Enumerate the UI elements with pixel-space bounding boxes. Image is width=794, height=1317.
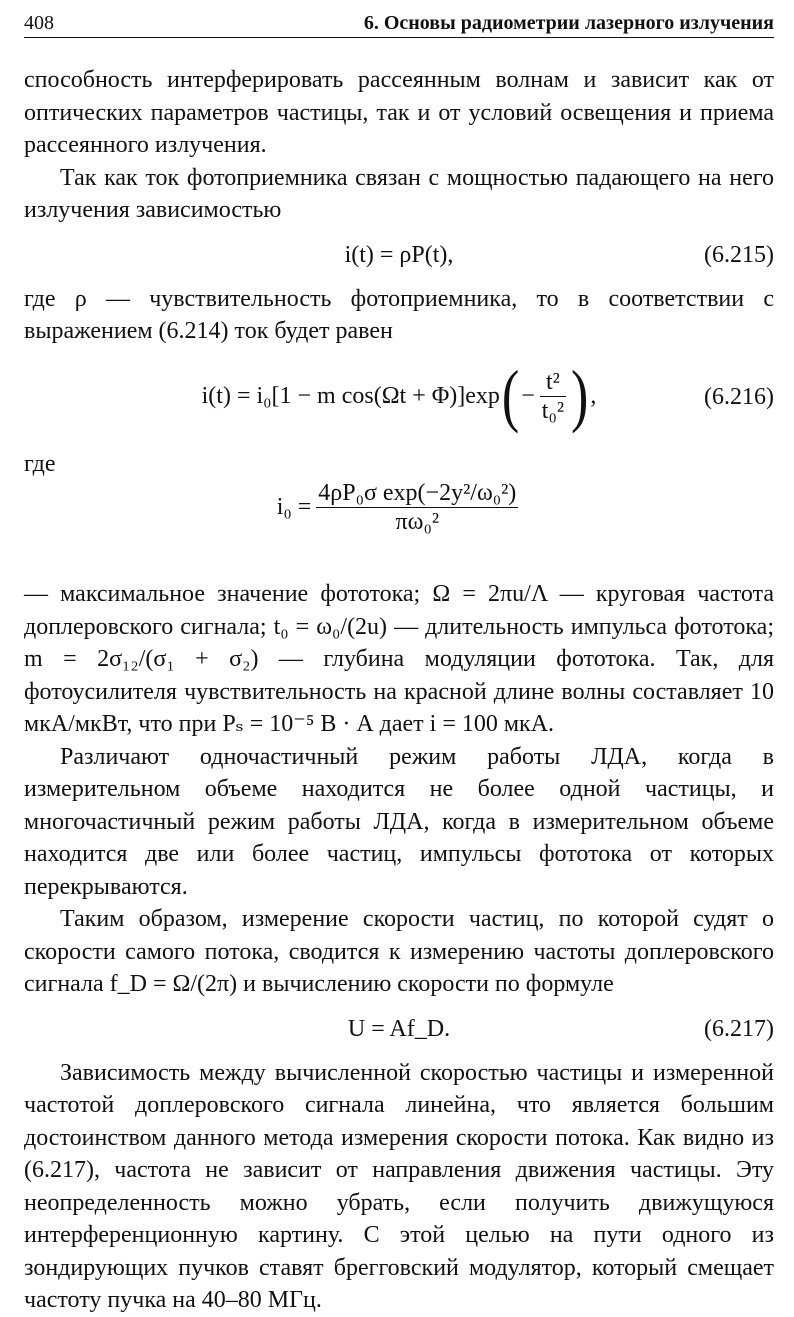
equation-i0-fraction [316,480,518,535]
equation-6-215 [24,239,774,273]
equation-6-217-body: U = Af_D. [347,1015,451,1042]
equation-i0-numerator: 4ρP₀σ exp(−2y²/ω₀²) [318,480,517,506]
fraction-bar [540,396,566,397]
right-paren: ) [571,357,589,435]
page-number: 408 [24,12,54,34]
equation-i0-denominator: πω₀² [395,509,440,535]
equation-i0 [24,480,774,568]
running-header [24,8,774,38]
left-paren: ( [501,357,520,435]
fraction-bar [316,507,518,508]
paragraph-4: где [24,450,56,477]
equation-6-217-number: (6.217) [704,1015,774,1042]
chapter-title: 6. Основы радиометрии лазерного излучения [363,12,774,34]
equation-6-215-number: (6.215) [704,241,774,268]
equation-6-216-tail: , [590,383,597,410]
paragraph-3: где ρ — чувствительность фотоприемника, то в соответствии с выражением (6.214) ток будет равен [24,285,774,344]
equation-6-216-number: (6.216) [704,383,774,410]
equation-6-216 [24,356,774,438]
paragraph-1: способность интерферировать рассеянным волнам и зависит как от оптических параметров частицы, так и от условий освещения и приема рассеянного излучения. [24,67,774,158]
equation-6-216-numerator: t² [545,369,560,395]
paragraph-8: Зависимость между вычисленной скоростью частицы и измеренной частотой доплеровского сигнала линейна, что является большим достоинством данного метода измерения скорости потока. Как видно из (6.217), частота не зависит от направления движения частицы. Эту неопределенность можно убрать, если получить движущуюся интерференционную картину. С этой целью на пути одного из зондирующих пучков ставят брегговский модулятор, который смещает частоту пучка на 40–80 МГц. [24,1059,774,1313]
equation-6-216-minus: − [521,383,535,410]
equation-6-217 [24,1013,774,1047]
equation-6-216-denominator: t₀² [541,398,565,424]
equation-i0-body [277,480,522,535]
equation-6-216-lhs: i(t) = i₀[1 − m cos(Ωt + Φ)]exp [201,383,500,410]
equation-6-216-fraction [540,369,566,424]
equation-6-215-body: i(t) = ρP(t), [344,241,454,268]
body-text [24,64,774,1317]
paragraph-5: — максимальное значение фототока; Ω = 2πu/Λ — круговая частота доплеровского сигнала; t₀ = ω₀/(2u) — длительность импульса фототока; m = 2σ₁₂/(σ₁ + σ₂) — глубина модуляции фототока. Так, для фотоусилителя чувствительность на красной длине волны составляет 10 мкА/мкВт, что при Pₛ = 10⁻⁵ В · А дает i = 100 мкА. [24,581,774,737]
equation-i0-lhs: i₀ = [276,494,312,521]
paragraph-6: Различают одночастичный режим работы ЛДА, когда в измерительном объеме находится не более одной частицы, и многочастичный режим работы ЛДА, когда в измерительном объеме находится две или более частиц, импульсы фототока от которых перекрываются. [24,743,774,900]
paragraph-2: Так как ток фотоприемника связан с мощностью падающего на него излучения зависимостью [24,164,774,223]
paragraph-7: Таким образом, измерение скорости частиц, по которой судят о скорости самого потока, сводится к измерению частоты доплеровского сигнала f_D = Ω/(2π) и вычислению скорости по формуле [24,906,774,997]
equation-6-216-body [201,357,597,435]
